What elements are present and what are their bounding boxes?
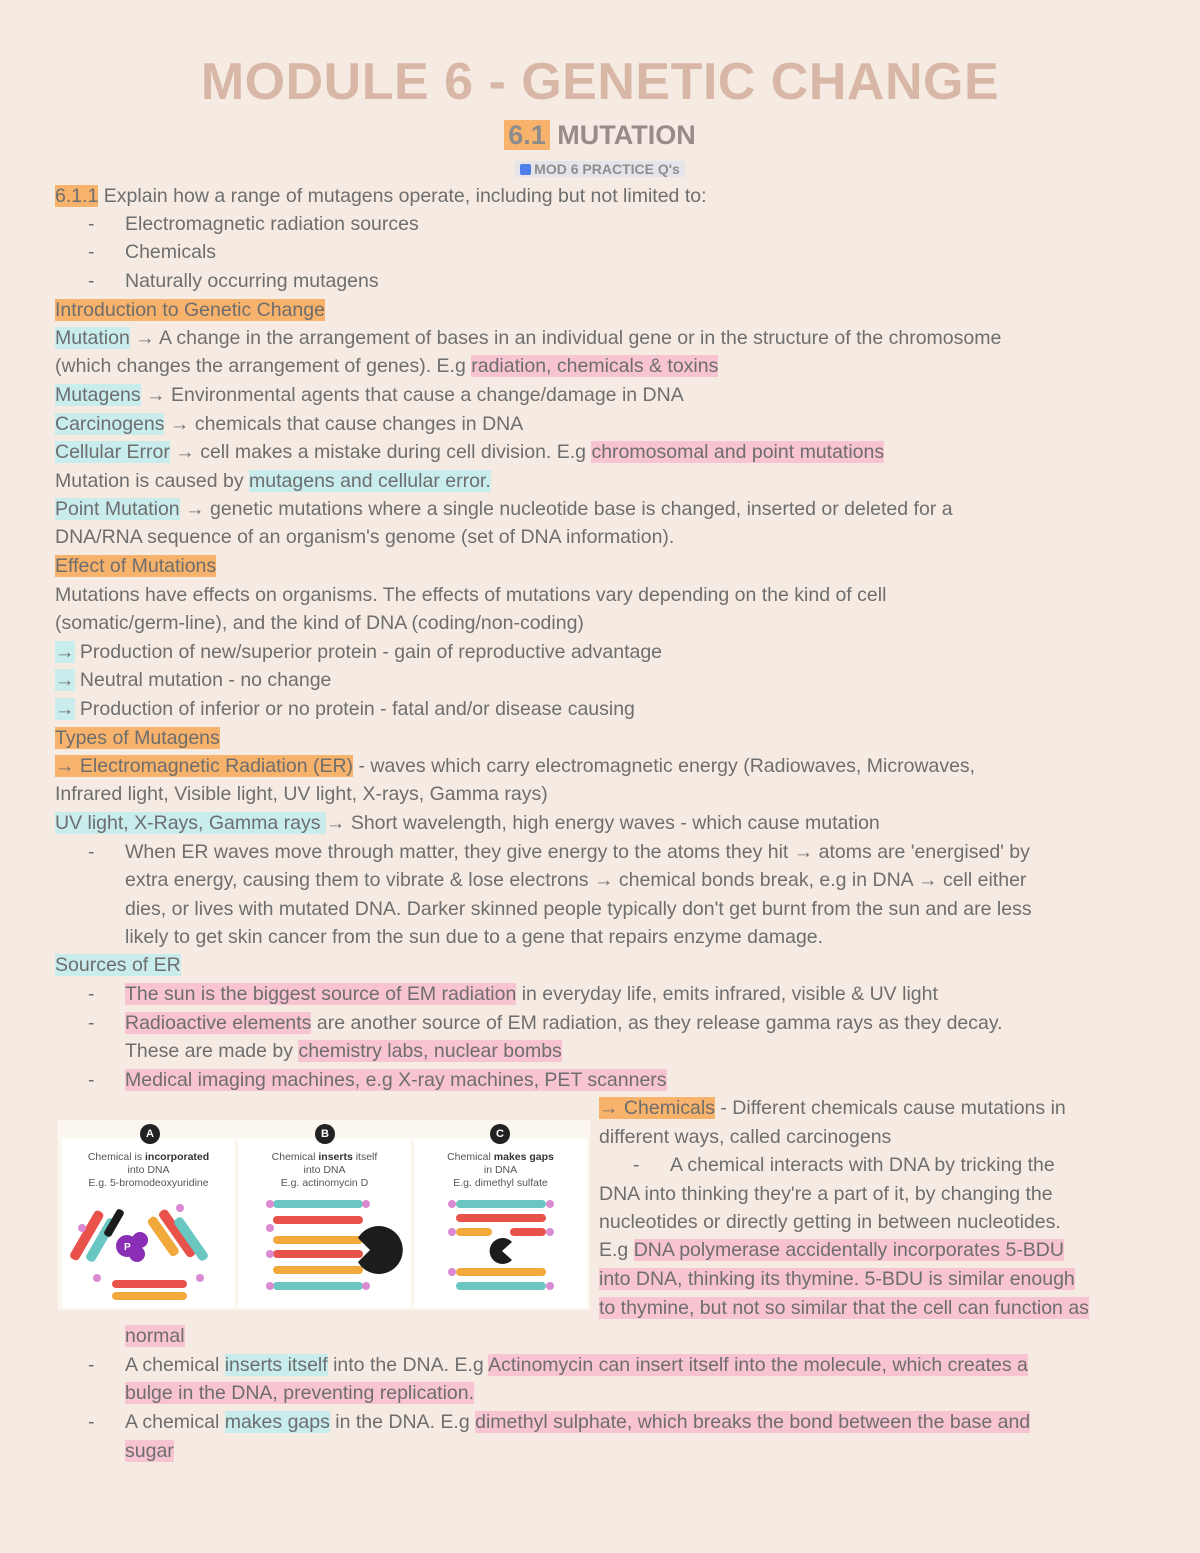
cellular-def: → cell makes a mistake during cell division. E.g	[169, 441, 592, 463]
radio-highlight-2: chemistry labs, nuclear bombs	[298, 1040, 562, 1062]
gaps-example: dimethyl sulphate, which breaks the bond between the base and	[475, 1411, 1031, 1433]
eg-highlight: to thymine, but not so similar that the cell can function as	[599, 1297, 1089, 1319]
eg-line	[599, 1236, 1064, 1264]
mutagens-term: Mutagens	[55, 384, 141, 406]
gaps-dna-illustration	[414, 1188, 587, 1308]
er-term: → Electromagnetic Radiation (ER)	[55, 755, 354, 777]
intro-heading-text: Introduction to Genetic Change	[55, 299, 325, 321]
effects-heading	[55, 552, 216, 580]
chemicals-definition	[599, 1094, 1066, 1122]
panel-badge-b: B	[315, 1124, 335, 1144]
dna-ladder	[266, 1200, 370, 1290]
caption-text: Chemical is	[87, 1151, 145, 1163]
source-medical	[125, 1066, 667, 1094]
gaps-line-2	[125, 1437, 174, 1465]
mutagens-def: → Environmental agents that cause a change/damage in DNA	[140, 384, 684, 406]
insert-line	[125, 1351, 1028, 1379]
effects-paragraph-2: (somatic/germ-line), and the kind of DNA (coding/non-coding)	[55, 612, 584, 634]
carcinogens-definition	[55, 410, 523, 438]
list-dash: -	[88, 983, 95, 1005]
effect-item-text: Production of inferior or no protein - fatal and/or disease causing	[74, 698, 635, 720]
eg-highlight: normal	[125, 1325, 185, 1347]
mutation-def2: (which changes the arrangement of genes). E.g	[55, 355, 472, 377]
caption-text: Chemical	[271, 1151, 319, 1163]
tricking-line: nucleotides or directly getting in between nucleotides.	[599, 1211, 1061, 1233]
incorporated-dna-illustration	[62, 1188, 235, 1308]
arrow-icon: →	[55, 669, 75, 691]
er-definition	[55, 752, 975, 780]
energy-line: extra energy, causing them to vibrate & lose electrons → chemical bonds break, e.g in DNA → cell either	[125, 869, 1027, 891]
source-radioactive	[125, 1009, 1003, 1037]
radio-line2: These are made by	[125, 1040, 299, 1062]
er-def: - waves which carry electromagnetic energy (Radiowaves, Microwaves,	[353, 755, 976, 777]
uv-term: UV light, X-Rays, Gamma rays	[55, 812, 326, 834]
insert-text: into the DNA. E.g	[327, 1354, 489, 1376]
eg-highlight: into DNA, thinking its thymine. 5-BDU is similar enough	[599, 1268, 1075, 1290]
list-dash: -	[88, 1411, 95, 1433]
dotpoint-item: Naturally occurring mutagens	[125, 270, 379, 292]
sun-highlight: The sun is the biggest source of EM radiation	[125, 983, 517, 1005]
panel-badge-a: A	[140, 1124, 160, 1144]
p-molecule	[116, 1232, 148, 1262]
dotpoint-item: Chemicals	[125, 241, 217, 263]
eg-highlight: DNA polymerase accidentally incorporates 5-BDU	[633, 1239, 1064, 1261]
figure-panel-c	[414, 1128, 587, 1308]
gap-chemical	[490, 1238, 512, 1264]
effects-paragraph: Mutations have effects on organisms. The effects of mutations vary depending on the kind of cell	[55, 584, 887, 606]
sources-heading-text: Sources of ER	[55, 954, 181, 976]
effect-item-text: Production of new/superior protein - gain of reproductive advantage	[74, 641, 663, 663]
eg-line	[599, 1265, 1075, 1293]
er-definition-2: Infrared light, Visible light, UV light, X-rays, Gamma rays)	[55, 783, 548, 805]
panel-caption-a	[62, 1151, 235, 1190]
gaps-highlight: makes gaps	[224, 1411, 330, 1433]
radio-rest: are another source of EM radiation, as they release gamma rays as they decay.	[311, 1012, 1003, 1034]
effect-item-text: Neutral mutation - no change	[74, 669, 332, 691]
gaps-text: in the DNA. E.g	[329, 1411, 476, 1433]
caption-bold: inserts	[318, 1151, 353, 1163]
types-heading	[55, 724, 220, 752]
point-def: → genetic mutations where a single nucleotide base is changed, inserted or deleted for a	[179, 498, 953, 520]
section-number: 6.1	[504, 120, 550, 150]
eg-line	[599, 1294, 1089, 1322]
insert-example-2: bulge in the DNA, preventing replication.	[125, 1382, 475, 1404]
mutation-term: Mutation	[55, 327, 130, 349]
eg-prefix: E.g	[599, 1239, 634, 1261]
mutation-example: radiation, chemicals & toxins	[471, 355, 719, 377]
point-mutation-definition	[55, 495, 953, 523]
cellular-error-definition	[55, 438, 884, 466]
panel-caption-b	[238, 1151, 411, 1190]
sun-rest: in everyday life, emits infrared, visible & UV light	[516, 983, 938, 1005]
cellular-term: Cellular Error	[55, 441, 170, 463]
inserted-dna-illustration	[238, 1188, 411, 1308]
carcinogens-def: → chemicals that cause changes in DNA	[164, 413, 524, 435]
insert-text: A chemical	[125, 1354, 225, 1376]
gaps-example-2: sugar	[125, 1440, 174, 1462]
gaps-text: A chemical	[125, 1411, 225, 1433]
arrow-icon: →	[55, 641, 75, 663]
point-mutation-definition-2: DNA/RNA sequence of an organism's genome (set of DNA information).	[55, 526, 675, 548]
chemicals-term: → Chemicals	[599, 1097, 715, 1119]
insert-example: Actinomycin can insert itself into the molecule, which creates a	[488, 1354, 1028, 1376]
practice-link[interactable]	[0, 161, 1200, 177]
tricking-line: DNA into thinking they're a part of it, by changing the	[599, 1183, 1053, 1205]
list-dash: -	[88, 270, 95, 292]
types-heading-text: Types of Mutagens	[55, 727, 220, 749]
effects-heading-text: Effect of Mutations	[55, 555, 217, 577]
dotpoint-text: Explain how a range of mutagens operate, including but not limited to:	[98, 185, 707, 207]
gaps-line	[125, 1408, 1030, 1436]
mutation-definition	[55, 324, 1001, 352]
caption-line2: into DNA	[127, 1164, 170, 1176]
medical-highlight: Medical imaging machines, e.g X-ray machines, PET scanners	[125, 1069, 667, 1091]
list-dash: -	[88, 241, 95, 263]
list-dash: -	[88, 1069, 95, 1091]
figure-panel-a	[62, 1128, 235, 1308]
uv-definition	[55, 809, 880, 837]
chemicals-definition-2: different ways, called carcinogens	[599, 1126, 892, 1148]
dotpoint-code: 6.1.1	[55, 185, 99, 207]
effect-item	[55, 638, 662, 666]
arrow-icon: →	[55, 698, 75, 720]
energy-line: dies, or lives with mutated DNA. Darker skinned people typically don't get burnt from the sun and are less	[125, 898, 1032, 920]
list-dash: -	[88, 1012, 95, 1034]
carcinogens-term: Carcinogens	[55, 413, 165, 435]
caption-text: Chemical	[447, 1151, 494, 1163]
effect-item	[55, 695, 635, 723]
list-dash: -	[633, 1154, 640, 1176]
intro-heading	[55, 296, 325, 324]
list-dash: -	[88, 841, 95, 863]
figure-panel-b	[238, 1128, 411, 1308]
caused-text: Mutation is caused by	[55, 470, 250, 492]
caption-line2: into DNA	[303, 1164, 346, 1176]
caption-line2: in DNA	[483, 1164, 518, 1176]
sources-heading	[55, 951, 181, 979]
mutagens-definition	[55, 381, 684, 409]
cellular-example: chromosomal and point mutations	[591, 441, 885, 463]
radio-highlight: Radioactive elements	[125, 1012, 312, 1034]
tricking-line: A chemical interacts with DNA by tricking the	[670, 1154, 1055, 1176]
section-title	[0, 120, 1200, 151]
source-sun	[125, 980, 938, 1008]
p-molecule-label: P	[124, 1242, 131, 1253]
dotpoint-line	[55, 182, 707, 210]
section-name: MUTATION	[557, 120, 696, 150]
dotpoint-item: Electromagnetic radiation sources	[125, 213, 419, 235]
inserted-chemical	[358, 1226, 403, 1274]
caused-highlight: mutagens and cellular error.	[249, 470, 491, 492]
caption-example: E.g. dimethyl sulfate	[453, 1177, 548, 1189]
practice-link-label: MOD 6 PRACTICE Q's	[534, 161, 680, 177]
caption-text: itself	[352, 1151, 378, 1163]
chemical-mutagen-figure	[58, 1120, 590, 1310]
caption-bold: incorporated	[145, 1151, 210, 1163]
insert-line-2	[125, 1379, 474, 1407]
effect-item	[55, 666, 331, 694]
energy-line: When ER waves move through matter, they give energy to the atoms they hit → atoms are 'energised' by	[125, 841, 1030, 863]
document-link-icon	[520, 164, 531, 175]
eg-line-end	[125, 1322, 185, 1350]
mutation-def: → A change in the arrangement of bases in an individual gene or in the structure of the chromosome	[129, 327, 1002, 349]
list-dash: -	[88, 213, 95, 235]
mutation-definition-2	[55, 352, 718, 380]
uv-def: → Short wavelength, high energy waves - which cause mutation	[325, 812, 880, 834]
page-title: MODULE 6 - GENETIC CHANGE	[200, 53, 1000, 111]
caption-bold: makes gaps	[493, 1151, 554, 1163]
source-radioactive-2	[125, 1037, 562, 1065]
panel-badge-c: C	[490, 1124, 510, 1144]
caption-example: E.g. 5-bromodeoxyuridine	[88, 1177, 209, 1189]
energy-line: likely to get skin cancer from the sun due to a gene that repairs enzyme damage.	[125, 926, 824, 948]
caption-example: E.g. actinomycin D	[280, 1177, 369, 1189]
insert-highlight: inserts itself	[224, 1354, 328, 1376]
panel-caption-c	[414, 1151, 587, 1190]
mutation-causes	[55, 467, 491, 495]
list-dash: -	[88, 1354, 95, 1376]
point-term: Point Mutation	[55, 498, 180, 520]
chemicals-def: - Different chemicals cause mutations in	[714, 1097, 1066, 1119]
